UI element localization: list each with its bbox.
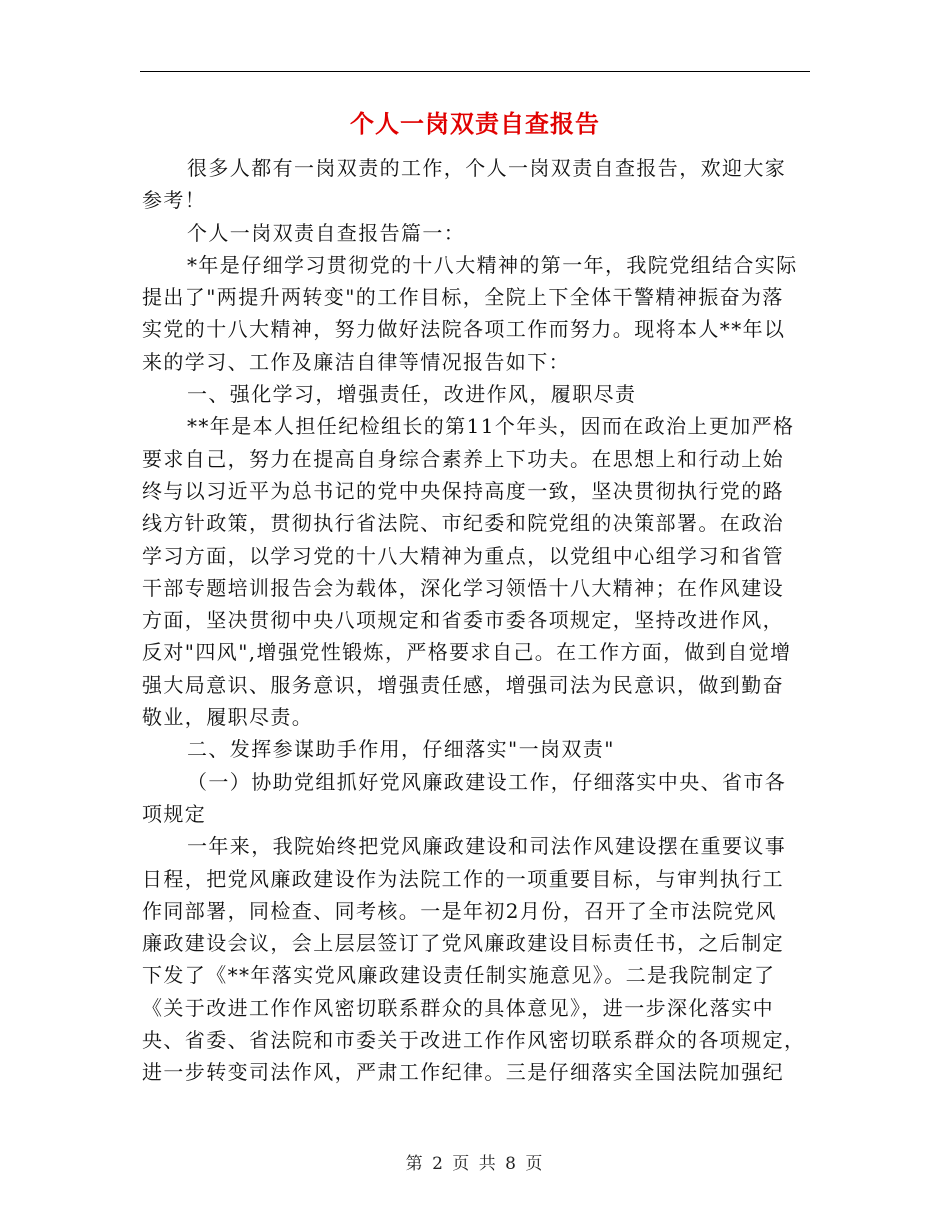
text-line: 个人一岗双责自查报告篇一： bbox=[187, 220, 466, 245]
text-line: 参考！ bbox=[142, 188, 207, 213]
text-line: 方面，坚决贯彻中央八项规定和省委市委各项规定，坚持改进作风， bbox=[142, 608, 784, 633]
text-line: 很多人都有一岗双责的工作，个人一岗双责自查报告，欢迎大家 bbox=[187, 156, 787, 180]
text-line: 项规定 bbox=[142, 801, 207, 826]
text-line: 二、发挥参谋助手作用，仔细落实"一岗双责" bbox=[187, 737, 615, 762]
text-line: 《关于改进工作作风密切联系群众的具体意见》，进一步深化落实中 bbox=[142, 995, 774, 1020]
text-line: 提出了"两提升两转变"的工作目标，全院上下全体干警精神振奋为落 bbox=[142, 285, 784, 310]
document-title: 个人一岗双责自查报告 bbox=[350, 109, 600, 138]
text-line: 廉政建设会议，会上层层签订了党风廉政建设目标责任书，之后制定 bbox=[142, 931, 784, 956]
text-line: 下发了《**年落实党风廉政建设责任制实施意见》。二是我院制定了 bbox=[142, 963, 776, 988]
text-line: 一、强化学习，增强责任，改进作风，履职尽责 bbox=[187, 382, 637, 407]
text-line: （一）协助党组抓好党风廉政建设工作，仔细落实中央、省市各 bbox=[187, 769, 787, 794]
text-line: 学习方面，以学习党的十八大精神为重点，以党组中心组学习和省管 bbox=[142, 543, 784, 568]
header-rule bbox=[140, 71, 810, 72]
text-line: **年是本人担任纪检组长的第11个年头，因而在政治上更加严格 bbox=[187, 414, 795, 439]
text-line: 反对"四风",增强党性锻炼，严格要求自己。在工作方面，做到自觉增 bbox=[142, 640, 792, 665]
text-line: 日程，把党风廉政建设作为法院工作的一项重要目标，与审判执行工 bbox=[142, 866, 784, 891]
text-line: 来的学习、工作及廉洁自律等情况报告如下： bbox=[142, 349, 570, 374]
text-line: 一年来，我院始终把党风廉政建设和司法作风建设摆在重要议事 bbox=[187, 834, 787, 859]
text-line: 要求自己，努力在提高自身综合素养上下功夫。在思想上和行动上始 bbox=[142, 446, 784, 471]
text-line: 作同部署，同检查、同考核。一是年初2月份，召开了全市法院党风 bbox=[142, 898, 777, 923]
text-line: 央、省委、省法院和市委关于改进工作作风密切联系群众的各项规定， bbox=[142, 1028, 806, 1053]
document-body bbox=[142, 152, 808, 1089]
text-line: *年是仔细学习贯彻党的十八大精神的第一年，我院党组结合实际 bbox=[187, 252, 798, 277]
text-line: 实党的十八大精神，努力做好法院各项工作而努力。现将本人**年以 bbox=[142, 317, 786, 342]
page-footer: 第 2 页 共 8 页 bbox=[405, 1154, 545, 1174]
text-line: 敬业，履职尽责。 bbox=[142, 705, 314, 730]
text-line: 干部专题培训报告会为载体，深化学习领悟十八大精神；在作风建设 bbox=[142, 575, 784, 600]
text-line: 进一步转变司法作风，严肃工作纪律。三是仔细落实全国法院加强纪 bbox=[142, 1060, 784, 1085]
text-line: 强大局意识、服务意识，增强责任感，增强司法为民意识，做到勤奋 bbox=[142, 672, 784, 697]
text-line: 线方针政策，贯彻执行省法院、市纪委和院党组的决策部署。在政治 bbox=[142, 511, 784, 536]
text-line: 终与以习近平为总书记的党中央保持高度一致，坚决贯彻执行党的路 bbox=[142, 478, 784, 503]
